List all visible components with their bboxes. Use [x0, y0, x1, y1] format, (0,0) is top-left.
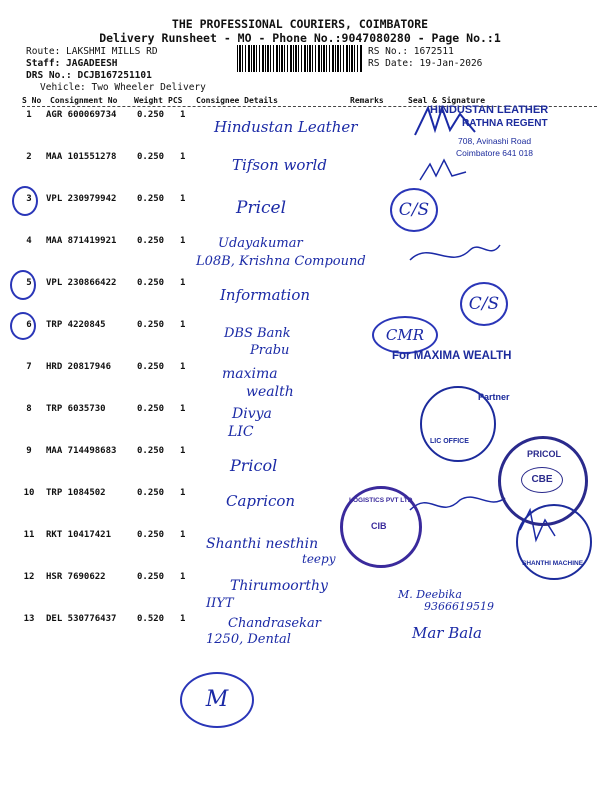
- cs-mark: C/S: [390, 188, 438, 232]
- row-consignee-line2: L08B, Krishna Compound: [196, 254, 366, 269]
- row-sno: 13: [23, 614, 35, 624]
- stamp-hindustan-address: 708, Avinashi Road: [458, 136, 532, 146]
- col-pcs: PCS: [168, 96, 183, 105]
- row-consignment: VPL 230866422: [46, 278, 117, 288]
- row-consignment: MAA 101551278: [46, 152, 117, 162]
- row-pcs: 1: [180, 110, 186, 120]
- row-pcs: 1: [180, 446, 186, 456]
- row-weight: 0.250: [137, 194, 165, 204]
- logistics-stamp-text: LOGISTICS PVT LTD: [349, 497, 413, 504]
- lic-stamp: [420, 386, 496, 462]
- row-weight: 0.250: [137, 320, 165, 330]
- row-sno: 8: [26, 404, 32, 414]
- row-consignment: RKT 10417421: [46, 530, 112, 540]
- col-weight: Weight: [134, 96, 163, 105]
- stamp-hindustan-city: Coimbatore 641 018: [456, 148, 534, 158]
- cmr-mark: CMR: [372, 316, 438, 354]
- row-sno: 4: [26, 236, 32, 246]
- col-remarks: Remarks: [350, 96, 384, 105]
- row-consignee: Capricon: [226, 492, 296, 510]
- row-consignee-line2: 1250, Dental: [206, 632, 291, 647]
- company-title: THE PROFESSIONAL COURIERS, COIMBATORE: [171, 17, 429, 31]
- row-consignee: Shanthi nesthin: [206, 536, 319, 552]
- row-consignee: Hindustan Leather: [214, 118, 358, 136]
- row-weight: 0.250: [137, 530, 165, 540]
- cbe-label: CBE: [521, 467, 563, 493]
- row-consignee-line2: Prabu: [250, 343, 290, 358]
- row-sno: 3: [26, 194, 32, 204]
- sno-circle: [10, 270, 36, 300]
- row-pcs: 1: [180, 614, 186, 624]
- stamp-hindustan-building: RATHNA REGENT: [462, 118, 548, 129]
- rs-date: RS Date: 19-Jan-2026: [368, 58, 483, 69]
- vehicle-label: Vehicle: Two Wheeler Delivery: [40, 82, 206, 93]
- pricol-stamp-text: PRICOL: [527, 449, 562, 459]
- row-consignee: Pricel: [236, 198, 287, 218]
- row-weight: 0.250: [137, 488, 165, 498]
- row-consignment: TRP 6035730: [46, 404, 106, 414]
- row-sno: 7: [26, 362, 32, 372]
- row-pcs: 1: [180, 320, 186, 330]
- row-weight: 0.250: [137, 110, 165, 120]
- row-consignment: DEL 530776437: [46, 614, 117, 624]
- row-consignee: Thirumoorthy: [230, 578, 328, 594]
- row-sno: 6: [26, 320, 32, 330]
- row-consignment: HRD 20817946: [46, 362, 112, 372]
- row-pcs: 1: [180, 362, 186, 372]
- signature-row2: [420, 160, 466, 180]
- row-pcs: 1: [180, 488, 186, 498]
- row-sno: 1: [26, 110, 32, 120]
- col-seal: Seal & Signature: [408, 96, 486, 105]
- route-label: Route: LAKSHMI MILLS RD: [26, 46, 158, 57]
- signature-scribbles: [380, 100, 600, 300]
- row-consignee: Divya: [232, 406, 272, 422]
- row-consignee: Information: [220, 286, 311, 304]
- signature-row13: Mar Bala: [412, 624, 482, 642]
- col-consignment: Consignment No: [50, 96, 118, 105]
- cs-mark: C/S: [460, 282, 508, 326]
- rs-number: RS No.: 1672511: [368, 46, 454, 57]
- drs-label: DRS No.: DCJB167251101: [26, 70, 152, 81]
- row-weight: 0.250: [137, 446, 165, 456]
- row-pcs: 1: [180, 278, 186, 288]
- m-mark: M: [180, 672, 254, 728]
- row-consignee: Pricol: [230, 456, 278, 475]
- row-consignment: TRP 1084502: [46, 488, 106, 498]
- barcode: [237, 45, 362, 72]
- row-consignment: HSR 7690622: [46, 572, 106, 582]
- row-consignee: Udayakumar: [218, 236, 303, 251]
- row-pcs: 1: [180, 236, 186, 246]
- row-consignment: MAA 871419921: [46, 236, 117, 246]
- row-pcs: 1: [180, 194, 186, 204]
- logistics-stamp: [340, 486, 422, 568]
- signature-row12: M. Deebika: [398, 588, 462, 601]
- row-consignment: AGR 600069734: [46, 110, 117, 120]
- row-weight: 0.250: [137, 572, 165, 582]
- shanthi-stamp-text: SHANTHI MACHINE: [522, 560, 584, 567]
- row-weight: 0.250: [137, 404, 165, 414]
- row-sno: 2: [26, 152, 32, 162]
- stamp-hindustan-name: HINDUSTAN LEATHER: [430, 104, 549, 116]
- row-pcs: 1: [180, 572, 186, 582]
- sno-circle: [12, 186, 38, 216]
- signature-row4: [410, 245, 500, 260]
- row-weight: 0.250: [137, 236, 165, 246]
- row-consignee: maxima: [222, 366, 278, 382]
- row-consignment: TRP 4220845: [46, 320, 106, 330]
- row-weight: 0.250: [137, 362, 165, 372]
- cib-label: CIB: [371, 521, 387, 531]
- signature-row10: [410, 497, 505, 510]
- row-sno: 10: [23, 488, 35, 498]
- row-sno: 11: [23, 530, 35, 540]
- col-consignee: Consignee Details: [196, 96, 278, 105]
- row-consignee-line2: LIC: [228, 424, 254, 440]
- sno-circle: [10, 312, 36, 340]
- row-consignee-line2: IIYT: [206, 596, 234, 611]
- row-consignee-line2: wealth: [246, 384, 294, 400]
- row-pcs: 1: [180, 152, 186, 162]
- shanthi-stamp: [516, 504, 592, 580]
- row-weight: 0.250: [137, 152, 165, 162]
- col-sno: S No: [22, 96, 42, 105]
- lic-stamp-text: LIC OFFICE: [430, 438, 469, 445]
- row-sno: 9: [26, 446, 32, 456]
- row-consignee: Chandrasekar: [228, 616, 321, 631]
- runsheet-title: Delivery Runsheet - MO - Phone No.:9047080280 - Page No.:1: [99, 31, 501, 45]
- stamp-maxima: For MAXIMA WEALTH: [392, 350, 512, 362]
- row-consignment: MAA 714498683: [46, 446, 117, 456]
- row-weight: 0.250: [137, 278, 165, 288]
- row-consignment: VPL 230979942: [46, 194, 117, 204]
- row-consignee-line2: teepy: [302, 552, 336, 566]
- row-consignee: Tifson world: [232, 156, 327, 174]
- row-sno: 5: [26, 278, 32, 288]
- row-weight: 0.520: [137, 614, 165, 624]
- row-pcs: 1: [180, 530, 186, 540]
- stamp-partner: Partner: [478, 392, 510, 402]
- row-sno: 12: [23, 572, 35, 582]
- row-pcs: 1: [180, 404, 186, 414]
- phone-row12: 9366619519: [424, 600, 494, 613]
- row-consignee: DBS Bank: [224, 326, 291, 341]
- staff-label: Staff: JAGADEESH: [26, 58, 118, 69]
